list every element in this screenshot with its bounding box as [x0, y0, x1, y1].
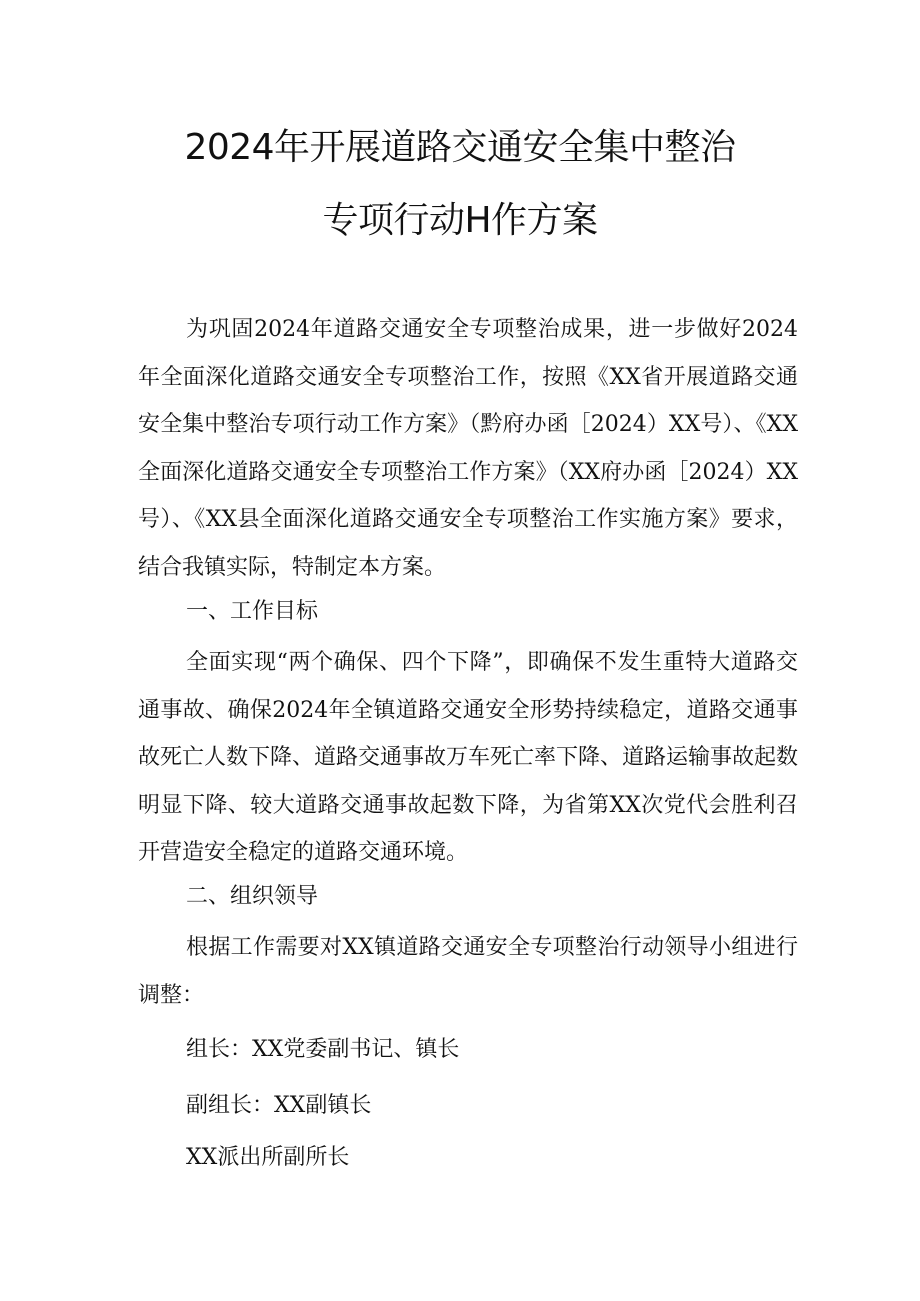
- member-leader: 组长：XX党委副书记、镇长: [186, 1037, 460, 1062]
- member-police-deputy: XX派出所副所长: [186, 1145, 350, 1170]
- section-heading-organization: 二、组织领导: [186, 884, 319, 909]
- goals-paragraph: 全面实现“两个确保、四个下降”，即确保不发生重特大道路交通事故、确保2024年全镇道路交通安全形势持续稳定，道路交通事故死亡人数下降、道路交通事故万车死亡率下降、道路运输事故起数明显下降、较大道路交通事故起数下降，为省第XX次党代会胜利召开营造安全稳定的道路交通环境。: [138, 650, 799, 865]
- section-heading-goals: 一、工作目标: [186, 599, 319, 624]
- intro-paragraph: 为巩固2024年道路交通安全专项整治成果，进一步做好2024年全面深化道路交通安全专项整治工作，按照《XX省开展道路交通安全集中整治专项行动工作方案》（黔府办函［2024）XX号）、《XX全面深化道路交通安全专项整治工作方案》（XX府办函［2024）XX号）、《XX县全面深化道路交通安全专项整治工作实施方案》要求，结合我镇实际，特制定本方案。: [138, 317, 798, 580]
- document-title-line-1: 2024年开展道路交通安全集中整治: [184, 127, 736, 168]
- document-title-line-2: 专项行动H作方案: [322, 200, 598, 241]
- organization-paragraph: 根据工作需要对XX镇道路交通安全专项整治行动领导小组进行调整：: [138, 935, 798, 1008]
- member-deputy-leader: 副组长：XX副镇长: [186, 1093, 372, 1118]
